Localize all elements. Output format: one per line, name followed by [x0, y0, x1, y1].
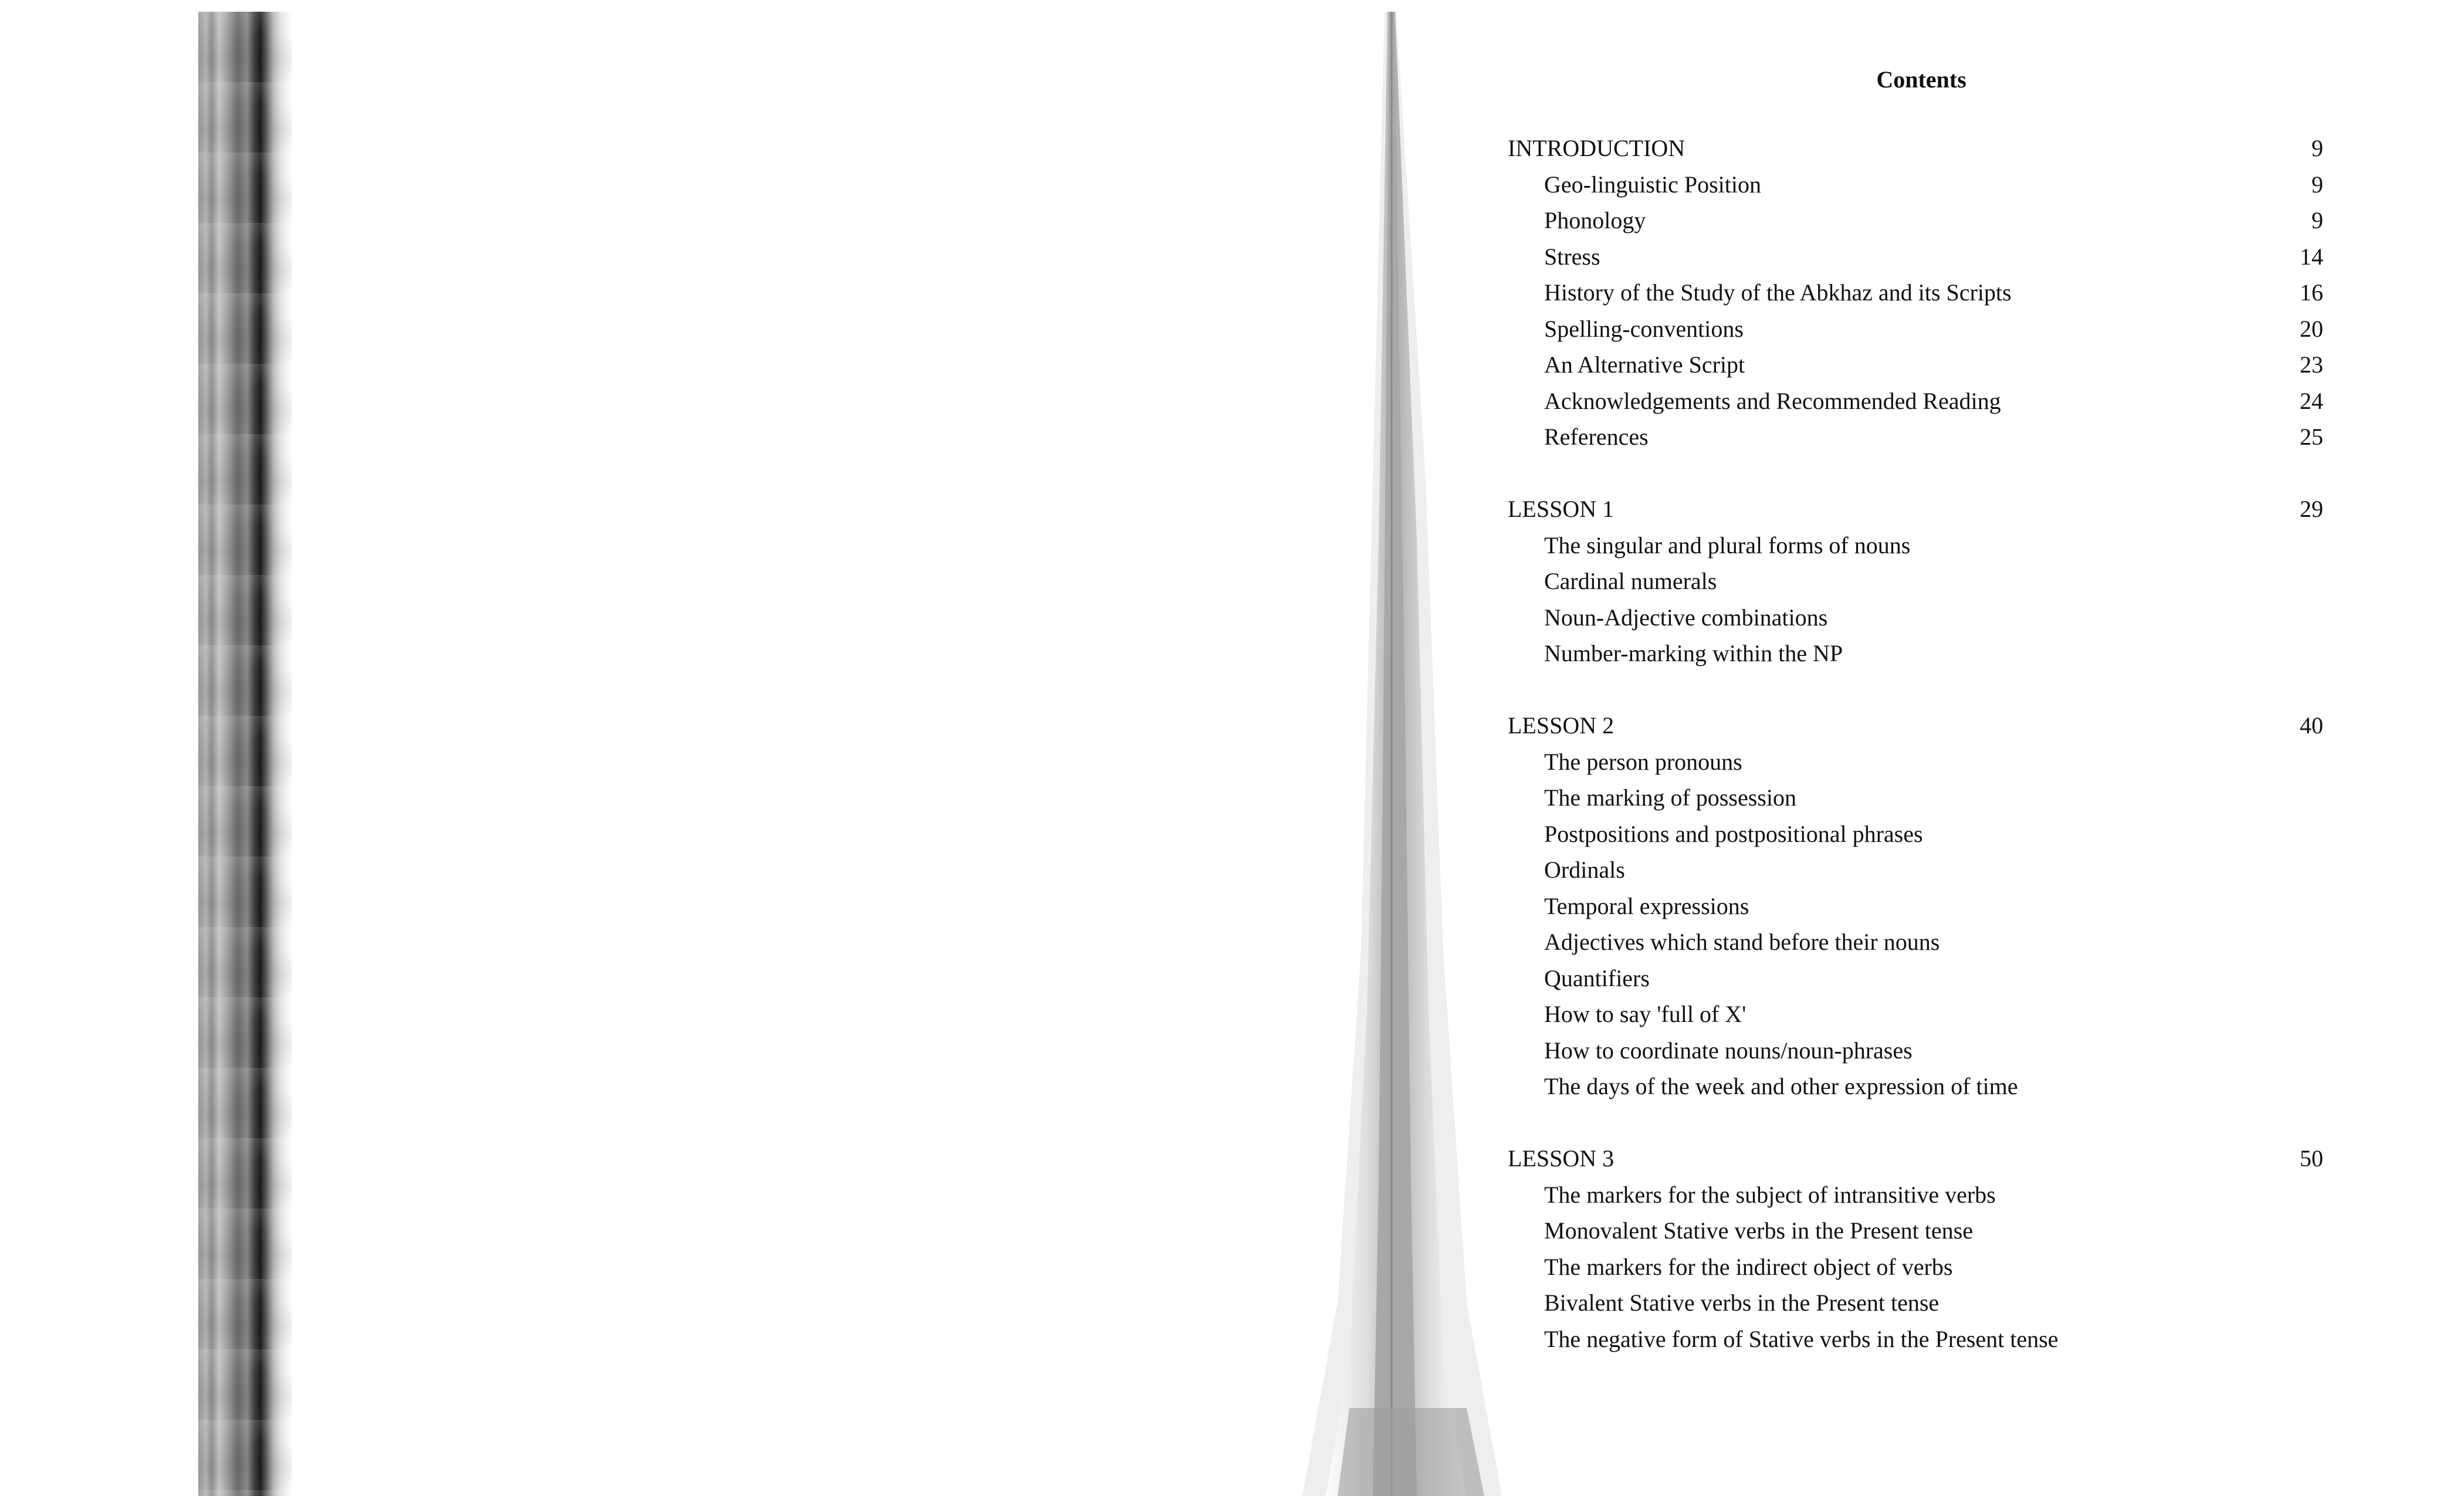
- toc-page-number: 29: [2300, 496, 2323, 522]
- toc-item: [1508, 818, 2329, 851]
- toc-item-label: How to coordinate nouns/noun-phrases: [1544, 1037, 1913, 1064]
- toc-item-label: The marking of possession: [1544, 784, 1796, 811]
- toc-item-label: Monovalent Stative verbs in the Present tense: [1544, 1217, 1973, 1244]
- toc-item: [1508, 385, 2329, 418]
- toc-page-number: 16: [2300, 279, 2323, 306]
- toc-item-label: The markers for the subject of intransitive verbs: [1544, 1181, 1996, 1208]
- toc-item-label: Ordinals: [1544, 857, 1625, 883]
- toc-item-label: An Alternative Script: [1544, 351, 1745, 378]
- toc-page-number: 40: [2300, 712, 2323, 739]
- toc-item-label: References: [1544, 424, 1649, 450]
- toc-item-label: Adjectives which stand before their nouns: [1544, 929, 1940, 955]
- toc-page-number: 25: [2300, 424, 2323, 450]
- toc-page-number: 9: [2311, 207, 2323, 233]
- toc-item-label: Quantifiers: [1544, 964, 1650, 991]
- toc-item: [1508, 313, 2329, 346]
- toc-page-number: 9: [2311, 135, 2323, 161]
- toc-heading-label: LESSON 2: [1508, 712, 1615, 739]
- toc-item: [1508, 1323, 2329, 1356]
- toc-section-heading: [1508, 132, 2329, 165]
- toc-page-number: 50: [2300, 1145, 2323, 1172]
- toc-item-label: Geo-linguistic Position: [1544, 171, 1761, 198]
- contents-title: Contents: [1876, 66, 1967, 93]
- toc-item: [1508, 1034, 2329, 1067]
- toc-item-label: The markers for the indirect object of verbs: [1544, 1253, 1953, 1280]
- toc-item-label: The days of the week and other expression of time: [1544, 1073, 2018, 1099]
- left-page-spine-shadow: [198, 12, 292, 1496]
- toc-item-label: Temporal expressions: [1544, 892, 1749, 919]
- toc-page-number: 23: [2300, 351, 2323, 378]
- toc-item: [1508, 1287, 2329, 1319]
- toc-item: [1508, 962, 2329, 995]
- toc-item: [1508, 890, 2329, 923]
- toc-item-label: Phonology: [1544, 207, 1646, 233]
- toc-item-label: The negative form of Stative verbs in the Present tense: [1544, 1325, 2059, 1352]
- toc-item-label: Number-marking within the NP: [1544, 640, 1843, 666]
- toc-page-number: 14: [2300, 243, 2323, 270]
- toc-item: [1508, 1251, 2329, 1284]
- toc-item: [1508, 565, 2329, 598]
- toc-section-heading: [1508, 709, 2329, 742]
- toc-section-heading: [1508, 1142, 2329, 1175]
- toc-item: [1508, 854, 2329, 886]
- toc-page-number: 20: [2300, 315, 2323, 342]
- toc-item-label: Cardinal numerals: [1544, 568, 1717, 594]
- toc-item: [1508, 1214, 2329, 1247]
- contents-page: [1508, 53, 2335, 1461]
- toc-item-label: Acknowledgements and Recommended Reading: [1544, 387, 2001, 414]
- toc-item: [1508, 348, 2329, 381]
- toc-item-label: Bivalent Stative verbs in the Present tense: [1544, 1289, 1940, 1316]
- toc-heading-label: LESSON 3: [1508, 1145, 1615, 1172]
- toc-item-label: Spelling-conventions: [1544, 315, 1744, 342]
- center-gutter-shadow: [1291, 12, 1525, 1496]
- toc-item-label: The singular and plural forms of nouns: [1544, 532, 1911, 559]
- toc-item-label: How to say 'full of X': [1544, 1001, 1747, 1027]
- toc-item-label: Postpositions and postpositional phrases: [1544, 820, 1923, 847]
- toc-item: [1508, 781, 2329, 814]
- toc-item: [1508, 601, 2329, 634]
- toc-item: [1508, 529, 2329, 562]
- toc-item: [1508, 637, 2329, 670]
- toc-page-number: 24: [2300, 387, 2323, 414]
- toc-item: [1508, 204, 2329, 237]
- toc-item: [1508, 998, 2329, 1031]
- toc-section-heading: [1508, 493, 2329, 526]
- toc-item: [1508, 926, 2329, 959]
- toc-heading-label: LESSON 1: [1508, 496, 1615, 522]
- toc-item: [1508, 276, 2329, 309]
- toc-item: [1508, 241, 2329, 273]
- toc-item-label: The person pronouns: [1544, 748, 1742, 775]
- toc-item: [1508, 746, 2329, 779]
- toc-item-label: Stress: [1544, 243, 1600, 270]
- toc-item: [1508, 421, 2329, 453]
- toc-item: [1508, 1070, 2329, 1103]
- toc-item: [1508, 168, 2329, 201]
- toc-item-label: History of the Study of the Abkhaz and its Scripts: [1544, 279, 2012, 306]
- toc-item-label: Noun-Adjective combinations: [1544, 604, 1828, 631]
- toc-page-number: 9: [2311, 171, 2323, 198]
- toc-heading-label: INTRODUCTION: [1508, 135, 1685, 161]
- toc-item: [1508, 1179, 2329, 1211]
